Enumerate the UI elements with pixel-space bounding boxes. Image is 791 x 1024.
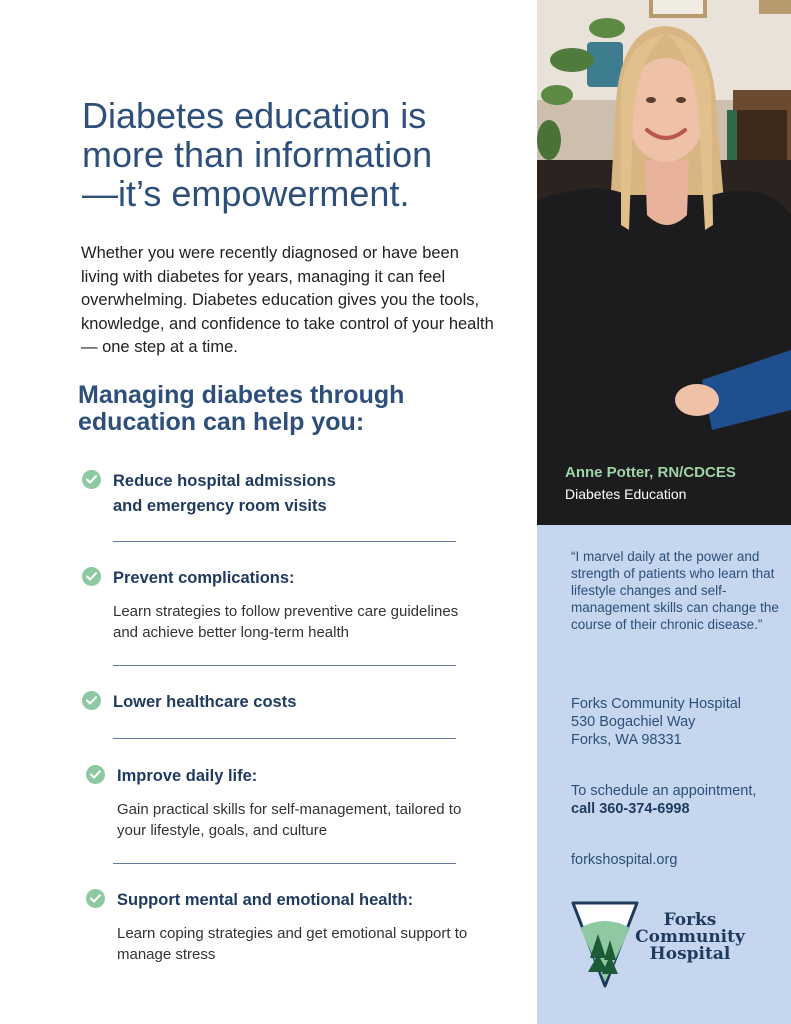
headline-line-3: —it’s empowerment. — [82, 173, 410, 214]
website-link[interactable]: forkshospital.org — [571, 852, 678, 868]
staff-role: Diabetes Education — [565, 486, 687, 502]
benefit-description: Gain practical skills for self-management, tailored to your lifestyle, goals, and culture — [117, 801, 462, 839]
staff-name: Anne Potter, RN/CDCES — [565, 464, 736, 481]
divider — [113, 738, 456, 739]
benefit-title: Support mental and emotional health: — [117, 891, 414, 909]
check-icon — [82, 567, 101, 586]
benefit-description: Learn coping strategies and get emotional support to manage stress — [117, 925, 468, 963]
staff-photo — [537, 0, 791, 525]
headline — [82, 96, 522, 213]
check-icon — [82, 470, 101, 489]
divider — [113, 541, 456, 542]
schedule-text: To schedule an appointment, — [571, 783, 757, 799]
section-subheading — [78, 382, 498, 436]
benefit-title: Lower healthcare costs — [113, 693, 297, 711]
subheading-line-2: education can help you: — [78, 408, 365, 436]
benefit-item — [86, 764, 486, 841]
address-line-2: 530 Bogachiel Way — [571, 714, 696, 730]
phone-link[interactable]: call 360-374-6998 — [571, 801, 690, 817]
check-icon — [82, 691, 101, 710]
headline-line-1: Diabetes education is — [82, 95, 427, 136]
benefit-item — [82, 566, 482, 643]
address-line-1: Forks Community Hospital — [571, 696, 742, 712]
side-panel — [537, 0, 791, 1024]
benefit-item — [82, 469, 482, 519]
schedule-info — [571, 782, 786, 818]
benefit-item — [82, 690, 482, 715]
address-line-3: Forks, WA 98331 — [571, 732, 682, 748]
benefit-title: Prevent complications: — [113, 569, 295, 587]
divider — [113, 665, 456, 666]
benefit-title: Improve daily life: — [117, 767, 258, 785]
intro-paragraph: Whether you were recently diagnosed or have been living with diabetes for years, managing it can feel overwhelming. Diabetes education gives you the tools, knowledge, and confidence to take control of your health — one step at a time. — [81, 244, 494, 356]
testimonial-quote: “I marvel daily at the power and strength of patients who learn that lifestyle changes and self-management skills can change the course of their chronic disease.” — [571, 549, 779, 632]
benefit-description: Learn strategies to follow preventive care guidelines and achieve better long-term health — [113, 603, 459, 641]
subheading-line-1: Managing diabetes through — [78, 381, 405, 409]
hospital-address — [571, 695, 781, 749]
divider — [113, 863, 456, 864]
check-icon — [86, 765, 105, 784]
benefit-title: Reduce hospital admissions and emergency room visits — [113, 472, 336, 515]
benefit-item — [86, 888, 486, 965]
logo-wordmark: Forks Community Hospital — [635, 910, 745, 964]
headline-line-2: more than information — [82, 134, 433, 175]
photo-caption — [565, 463, 736, 505]
check-icon — [86, 889, 105, 908]
